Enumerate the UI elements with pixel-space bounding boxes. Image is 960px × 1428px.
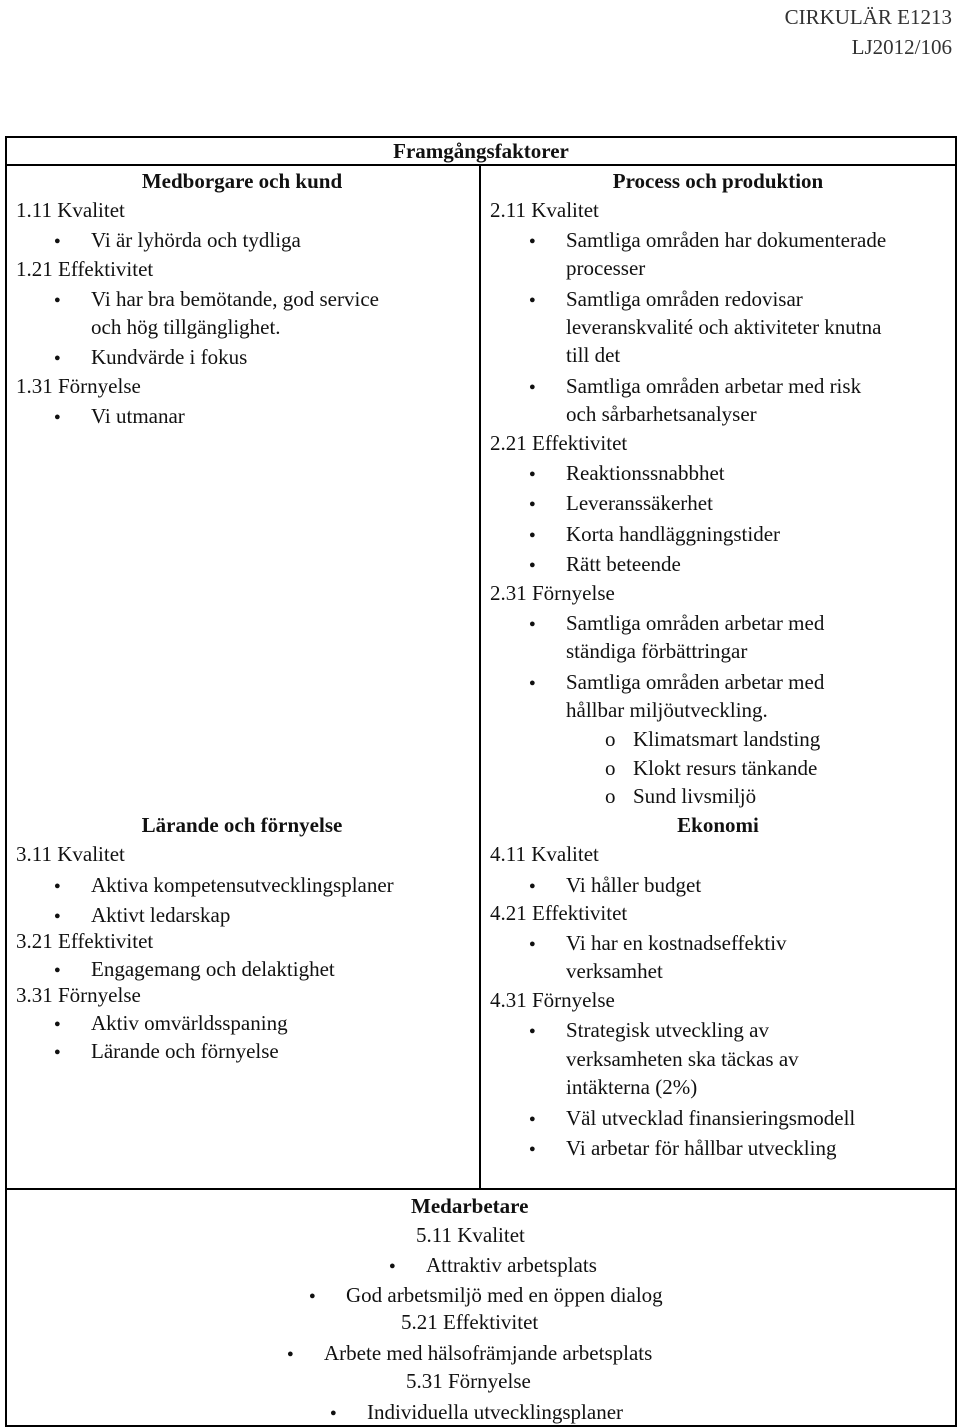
bullet-item: ● Engagemang och delaktighet	[91, 956, 335, 982]
bullet-item: ● Aktiv omvärldsspaning	[91, 1010, 288, 1036]
bullet-item: ● Samtliga områden arbetar med	[566, 610, 824, 636]
level-label: 5.11 Kvalitet	[416, 1223, 525, 1247]
section-heading-process: Process och produktion	[612, 169, 824, 193]
bullet-item: ● God arbetsmiljö med en öppen dialog	[346, 1282, 663, 1308]
page-title: Framgångsfaktorer	[393, 139, 569, 163]
bullet-item: ● Aktiva kompetensutvecklingsplaner	[91, 872, 394, 898]
bullet-item: ● Samtliga områden har dokumenterade	[566, 227, 886, 253]
bullet-item: ● Vi arbetar för hållbar utveckling	[566, 1135, 836, 1161]
level-label: 3.31 Förnyelse	[16, 983, 141, 1007]
bullet-item-continuation: verksamheten ska täckas av	[566, 1047, 799, 1071]
bullet-item: ● Rätt beteende	[566, 551, 681, 577]
level-label: 2.31 Förnyelse	[490, 581, 615, 605]
bullet-item: ● Attraktiv arbetsplats	[426, 1252, 597, 1278]
bullet-item: ● Aktivt ledarskap	[91, 902, 230, 928]
document-reference: LJ2012/106	[851, 35, 952, 59]
title-row-border	[5, 164, 957, 166]
level-label: 3.21 Effektivitet	[16, 929, 154, 953]
bullet-item: ● Väl utvecklad finansieringsmodell	[566, 1105, 855, 1131]
bullet-item-continuation: verksamhet	[566, 959, 663, 983]
sub-bullet-item: o Klokt resurs tänkande	[633, 755, 817, 781]
section-heading-larande: Lärande och förnyelse	[141, 813, 343, 837]
level-label: 2.11 Kvalitet	[490, 198, 599, 222]
bullet-item: ● Vi har bra bemötande, god service	[91, 286, 379, 312]
bullet-item-continuation: ständiga förbättringar	[566, 639, 748, 663]
level-label: 1.31 Förnyelse	[16, 374, 141, 398]
level-label: 2.21 Effektivitet	[490, 431, 628, 455]
bullet-item: ● Lärande och förnyelse	[91, 1038, 279, 1064]
bullet-item: ● Leveranssäkerhet	[566, 490, 713, 516]
bullet-item-continuation: leveranskvalité och aktiviteter knutna	[566, 315, 882, 339]
table-bottom-border	[5, 1425, 957, 1427]
sub-bullet-item: o Sund livsmiljö	[633, 783, 756, 809]
bullet-item: ● Vi har en kostnadseffektiv	[566, 930, 787, 956]
bullet-item: ● Samtliga områden arbetar med	[566, 669, 824, 695]
bullet-item: ● Individuella utvecklingsplaner	[367, 1399, 623, 1425]
bullet-item-continuation: och hög tillgänglighet.	[91, 315, 281, 339]
table-left-border	[5, 136, 7, 1427]
bullet-item: ● Korta handläggningstider	[566, 521, 780, 547]
sub-bullet-item: o Klimatsmart landsting	[633, 726, 820, 752]
section-heading-ekonomi: Ekonomi	[677, 813, 759, 837]
level-label: 4.21 Effektivitet	[490, 901, 628, 925]
level-label: 4.11 Kvalitet	[490, 842, 599, 866]
bullet-item: ● Vi är lyhörda och tydliga	[91, 227, 301, 253]
circular-number: CIRKULÄR E1213	[784, 5, 952, 29]
column-divider	[479, 164, 481, 1190]
bullet-item: ● Samtliga områden arbetar med risk	[566, 373, 861, 399]
section-heading-medarbetare: Medarbetare	[411, 1194, 529, 1218]
bullet-item: ● Reaktionssnabbhet	[566, 460, 725, 486]
level-label: 1.21 Effektivitet	[16, 257, 154, 281]
bullet-item-continuation: och sårbarhetsanalyser	[566, 402, 757, 426]
bullet-item: ● Samtliga områden redovisar	[566, 286, 803, 312]
bullet-item: ● Arbete med hälsofrämjande arbetsplats	[324, 1340, 652, 1366]
bullet-item-continuation: processer	[566, 256, 646, 280]
level-label: 3.11 Kvalitet	[16, 842, 125, 866]
bullet-item-continuation: intäkterna (2%)	[566, 1075, 698, 1099]
table-right-border	[955, 136, 957, 1427]
bullet-item: ● Vi utmanar	[91, 403, 185, 429]
bullet-item: ● Kundvärde i fokus	[91, 344, 247, 370]
section-heading-medborgare: Medborgare och kund	[141, 169, 343, 193]
level-label: 5.21 Effektivitet	[401, 1310, 539, 1334]
level-label: 1.11 Kvalitet	[16, 198, 125, 222]
bullet-item-continuation: hållbar miljöutveckling.	[566, 698, 768, 722]
bullet-item: ● Strategisk utveckling av	[566, 1017, 769, 1043]
level-label: 5.31 Förnyelse	[406, 1369, 531, 1393]
bullet-item: ● Vi håller budget	[566, 872, 701, 898]
level-label: 4.31 Förnyelse	[490, 988, 615, 1012]
main-row-bottom-border	[5, 1188, 957, 1190]
bullet-item-continuation: till det	[566, 343, 621, 367]
